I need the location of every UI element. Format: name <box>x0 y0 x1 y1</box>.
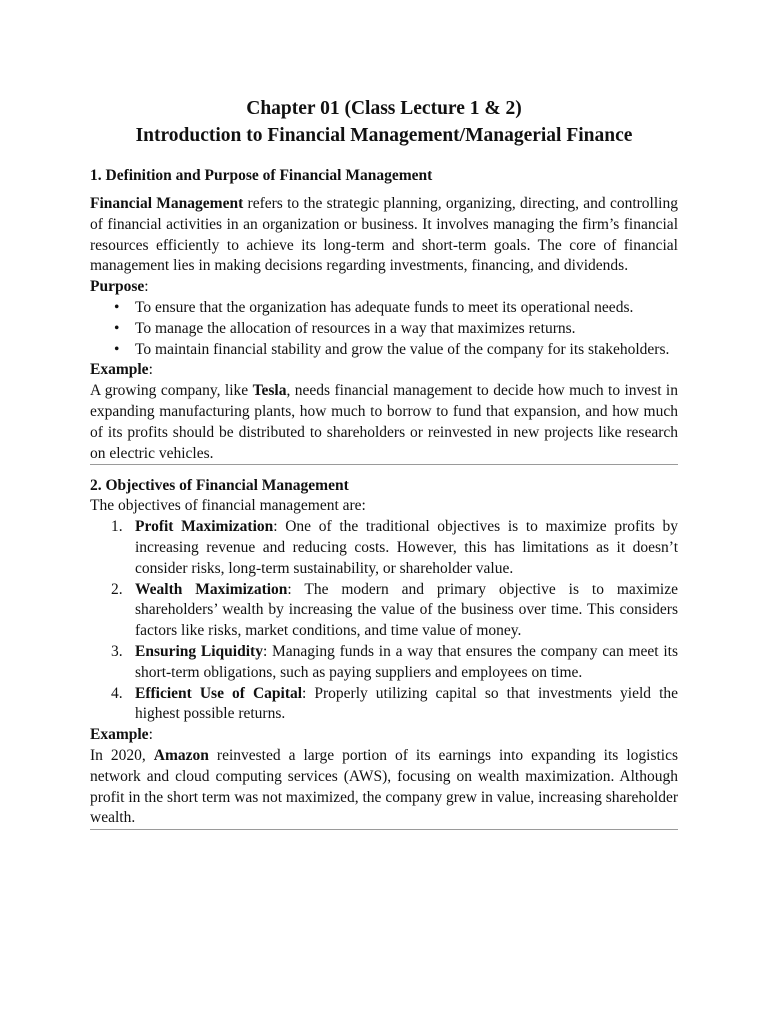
section-divider <box>90 829 678 830</box>
objective-item <box>111 642 678 684</box>
objective-number: 4. <box>111 684 123 702</box>
objective-item <box>111 580 678 642</box>
purpose-label: Purpose: <box>90 278 149 296</box>
objective-text: : One of the traditional objectives is to maximize profits by increasing revenue and reducing costs. However, this has limitations as it doesn’t consider risks, long-term sustainability, or shareholder value. <box>135 518 678 577</box>
section-divider <box>90 464 678 465</box>
example-company: Amazon <box>153 746 209 764</box>
title-line-2: Introduction to Financial Management/Managerial Finance <box>135 125 633 146</box>
purpose-list <box>90 298 678 360</box>
objective-item <box>111 684 678 726</box>
example-company: Tesla <box>252 382 287 400</box>
section-1-heading: 1. Definition and Purpose of Financial Management <box>90 167 433 184</box>
objective-text: : Properly utilizing capital so that investments yield the highest possible returns. <box>135 684 678 723</box>
objective-term: Efficient Use of Capital <box>135 684 303 702</box>
objectives-intro: The objectives of financial management are: <box>90 497 366 515</box>
objective-number: 1. <box>111 518 123 536</box>
objectives-list <box>90 517 678 725</box>
example-label: Example: <box>90 361 153 379</box>
purpose-item: • To manage the allocation of resources in a way that maximizes returns. <box>135 319 678 340</box>
objective-number: 2. <box>111 580 123 598</box>
objective-term: Profit Maximization <box>135 518 274 536</box>
section-definition-purpose <box>90 165 678 464</box>
example-paragraph: A growing company, like Tesla, needs financial management to decide how much to invest in expanding manufacturing plants, how much to borrow to fund that expansion, and how much of its profits should be distributed to shareholders or reinvested in new projects like research on electric vehicles. <box>90 382 678 462</box>
definition-term: Financial Management <box>90 195 244 212</box>
section-objectives <box>90 475 678 829</box>
example-paragraph: In 2020, Amazon reinvested a large portion of its earnings into expanding its logistics network and cloud computing services (AWS), focusing on wealth maximization. Although profit in the short term was not maximized, the company grew in value, increasing shareholder wealth. <box>90 746 678 827</box>
objective-text: : The modern and primary objective is to maximize shareholders’ wealth by increasing the value of the business over time. This considers factors like risks, market conditions, and time value of money. <box>135 580 678 640</box>
objective-term: Ensuring Liquidity <box>135 642 263 660</box>
section-2-heading: 2. Objectives of Financial Management <box>90 477 349 495</box>
objective-term: Wealth Maximization <box>135 580 288 598</box>
objective-item <box>111 517 678 579</box>
objective-text: : Managing funds in a way that ensures the company can meet its short-term obligations, such as paying suppliers and employees on time. <box>135 642 678 681</box>
purpose-item: • To maintain financial stability and grow the value of the company for its stakeholders. <box>135 340 678 361</box>
example-label: Example: <box>90 726 153 744</box>
definition-text: refers to the strategic planning, organizing, directing, and controlling of financial activities in an organization or business. It involves managing the firm’s financial resources efficiently to achieve its long-term and short-term goals. The core of financial management lies in making decisions regarding investments, financing, and dividends. <box>90 195 678 275</box>
document-title <box>90 95 678 149</box>
definition-paragraph <box>90 194 678 277</box>
objective-number: 3. <box>111 642 123 660</box>
title-line-1: Chapter 01 (Class Lecture 1 & 2) <box>246 98 522 119</box>
purpose-item: • To ensure that the organization has adequate funds to meet its operational needs. <box>135 298 678 319</box>
